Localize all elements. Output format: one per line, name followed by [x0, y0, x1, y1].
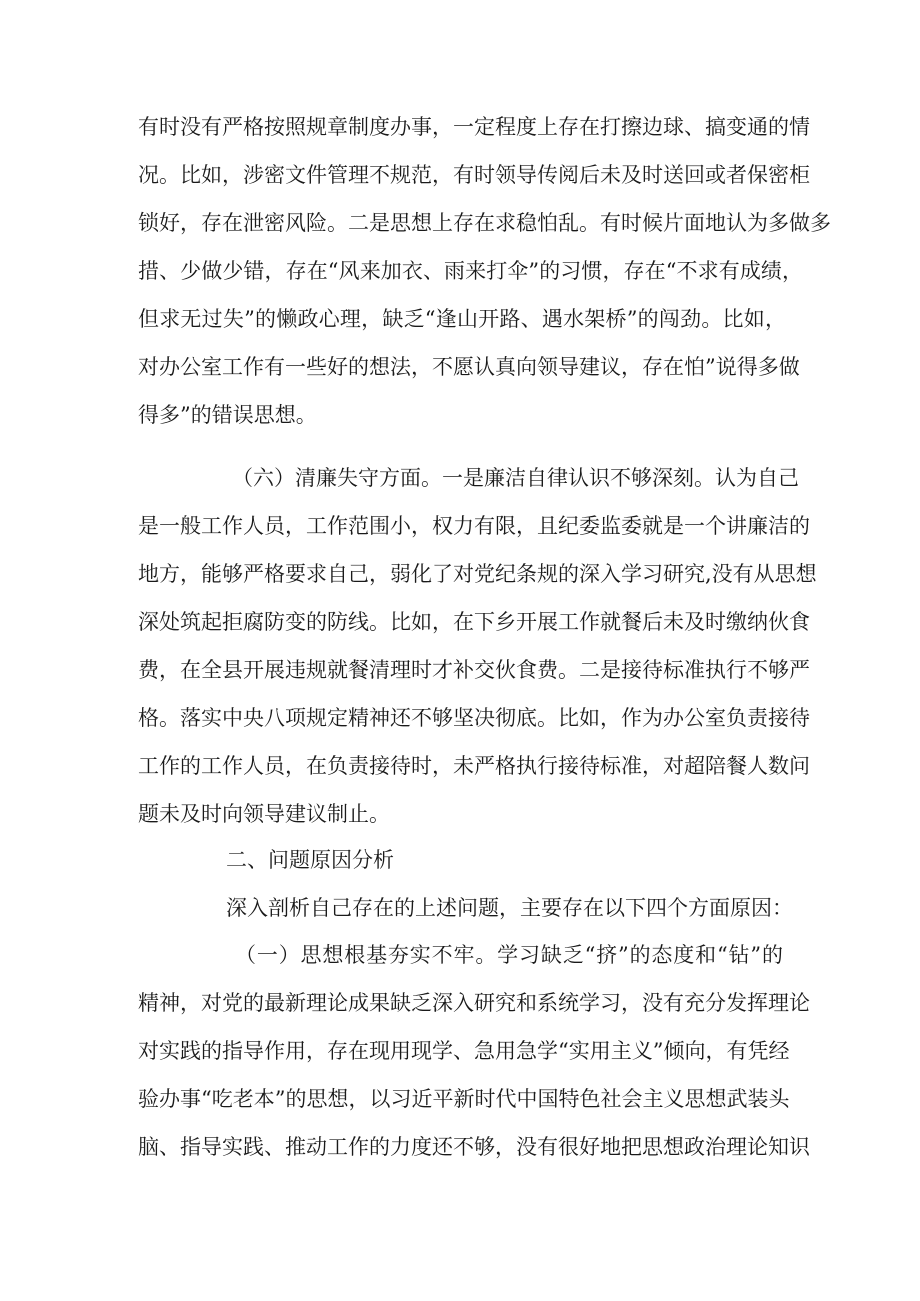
text-line-1: 有时没有严格按照规章制度办事，一定程度上存在打擦边球、搞变通的情 — [138, 115, 810, 139]
text-line-7: 得多”的错误思想。 — [138, 403, 317, 427]
text-line-11: 深处筑起拒腐防变的防线。比如，在下乡开展工作就餐后未及时缴纳伙食 — [138, 610, 810, 634]
text-line-22: 脑、指导实践、推动工作的力度还不够，没有很好地把思想政治理论知识 — [138, 1135, 810, 1159]
text-line-10: 地方，能够严格要求自己，弱化了对党纪条规的深入学习研究,没有从思想 — [138, 562, 817, 586]
text-line-14: 工作的工作人员，在负责接待时，未严格执行接待标准，对超陪餐人数问 — [138, 754, 810, 778]
text-line-3: 锁好，存在泄密风险。二是思想上存在求稳怕乱。有时候片面地认为多做多 — [138, 211, 831, 235]
text-line-19: 精神，对党的最新理论成果缺乏深入研究和系统学习，没有充分发挥理论 — [138, 991, 810, 1015]
text-line-4: 措、少做少错，存在“风来加衣、雨来打伞”的习惯，存在“不求有成绩， — [138, 259, 803, 283]
text-line-12: 费，在全县开展违规就餐清理时才补交伙食费。二是接待标准执行不够严 — [138, 658, 810, 682]
text-line-6: 对办公室工作有一些好的想法，不愿认真向领导建议，存在怕”说得多做 — [138, 355, 800, 379]
text-line-21: 验办事“吃老本”的思想，以习近平新时代中国特色社会主义思想武装头 — [138, 1087, 790, 1111]
text-line-2: 况。比如，涉密文件管理不规范，有时领导传阅后未及时送回或者保密柜 — [138, 163, 810, 187]
section-heading-cause-analysis: 二、问题原因分析 — [226, 848, 394, 872]
text-line-13: 格。落实中央八项规定精神还不够坚决彻底。比如，作为办公室负责接待 — [138, 706, 810, 730]
text-line-20: 对实践的指导作用，存在现用现学、急用急学“实用主义”倾向，有凭经 — [138, 1039, 790, 1063]
section-six-heading-line: （六）清廉失守方面。一是廉洁自律认识不够深刻。认为自己 — [232, 466, 799, 490]
intro-line: 深入剖析自己存在的上述问题，主要存在以下四个方面原因： — [226, 896, 793, 920]
text-line-5: 但求无过失”的懒政心理，缺乏“逢山开路、遇水架桥”的闯劲。比如， — [138, 307, 786, 331]
text-line-9: 是一般工作人员，工作范围小，权力有限，且纪委监委就是一个讲廉洁的 — [138, 514, 810, 538]
text-line-15: 题未及时向领导建议制止。 — [138, 802, 390, 826]
section-one-heading-line: （一）思想根基夯实不牢。学习缺乏“挤”的态度和“钻”的 — [235, 943, 783, 967]
